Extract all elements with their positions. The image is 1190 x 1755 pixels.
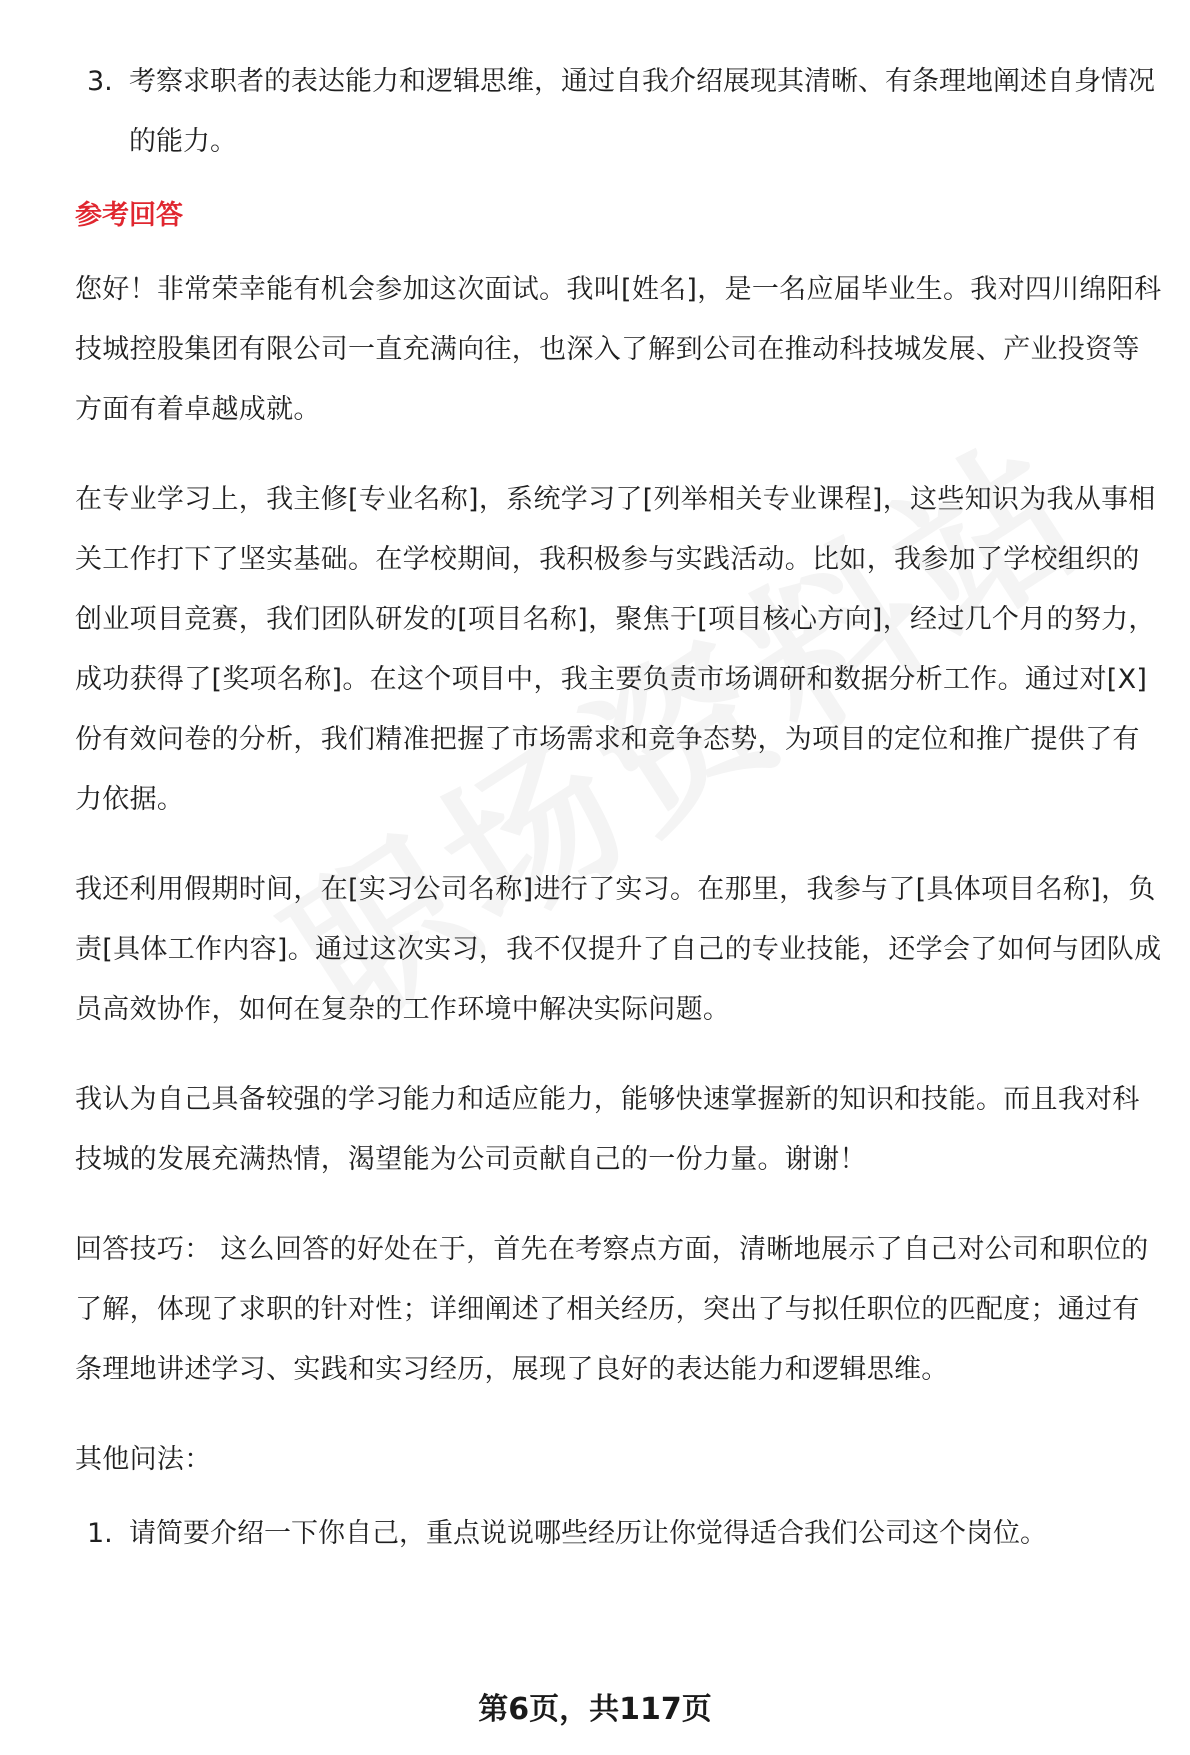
paragraph-greeting: 您好！非常荣幸能有机会参加这次面试。我叫[姓名]，是一名应届毕业生。我对四川绵阳科技城控股集团有限公司一直充满向往，也深入了解到公司在推动科技城发展、产业投资等方面有着卓越成就。 <box>75 274 1162 425</box>
paragraph-study: 在专业学习上，我主修[专业名称]，系统学习了[列举相关专业课程]，这些知识为我从事相关工作打下了坚实基础。在学校期间，我积极参与实践活动。比如，我参加了学校组织的创业项目竞赛，我们团队研发的[项目名称]，聚焦于[项目核心方向]，经过几个月的努力，成功获得了[奖项名称]。在这个项目中，我主要负责市场调研和数据分析工作。通过对[X]份有效问卷的分析，我们精准把握了市场需求和竞争态势，为项目的定位和推广提供了有力依据。 <box>75 484 1156 815</box>
list-text: 考察求职者的表达能力和逻辑思维，通过自我介绍展现其清晰、有条理地阐述自身情况的能力。 <box>129 66 1155 157</box>
paragraph-tips: 回答技巧： 这么回答的好处在于，首先在考察点方面，清晰地展示了自己对公司和职位的了解，体现了求职的针对性；详细阐述了相关经历，突出了与拟任职位的匹配度；通过有条理地讲述学习、实践和实习经历，展现了良好的表达能力和逻辑思维。 <box>75 1234 1149 1385</box>
page-number-footer: 第6页，共117页 <box>478 1692 712 1727</box>
paragraph-internship: 我还利用假期时间，在[实习公司名称]进行了实习。在那里，我参与了[具体项目名称]，负责[具体工作内容]。通过这次实习，我不仅提升了自己的专业技能，还学会了如何与团队成员高效协作，如何在复杂的工作环境中解决实际问题。 <box>75 874 1162 1025</box>
list-text: 请简要介绍一下你自己，重点说说哪些经历让你觉得适合我们公司这个岗位。 <box>129 1518 1047 1549</box>
paragraph-other-questions-label: 其他问法： <box>75 1444 212 1475</box>
page-content <box>75 52 1165 1578</box>
list-number: 1. <box>87 1518 113 1549</box>
list-item-3 <box>87 52 1165 172</box>
paragraph-ability: 我认为自己具备较强的学习能力和适应能力，能够快速掌握新的知识和技能。而且我对科技城的发展充满热情，渴望能为公司贡献自己的一份力量。谢谢！ <box>75 1084 1140 1175</box>
list-number: 3. <box>87 66 113 97</box>
list-item-1 <box>87 1504 1165 1564</box>
section-title-reference-answer: 参考回答 <box>75 200 183 231</box>
